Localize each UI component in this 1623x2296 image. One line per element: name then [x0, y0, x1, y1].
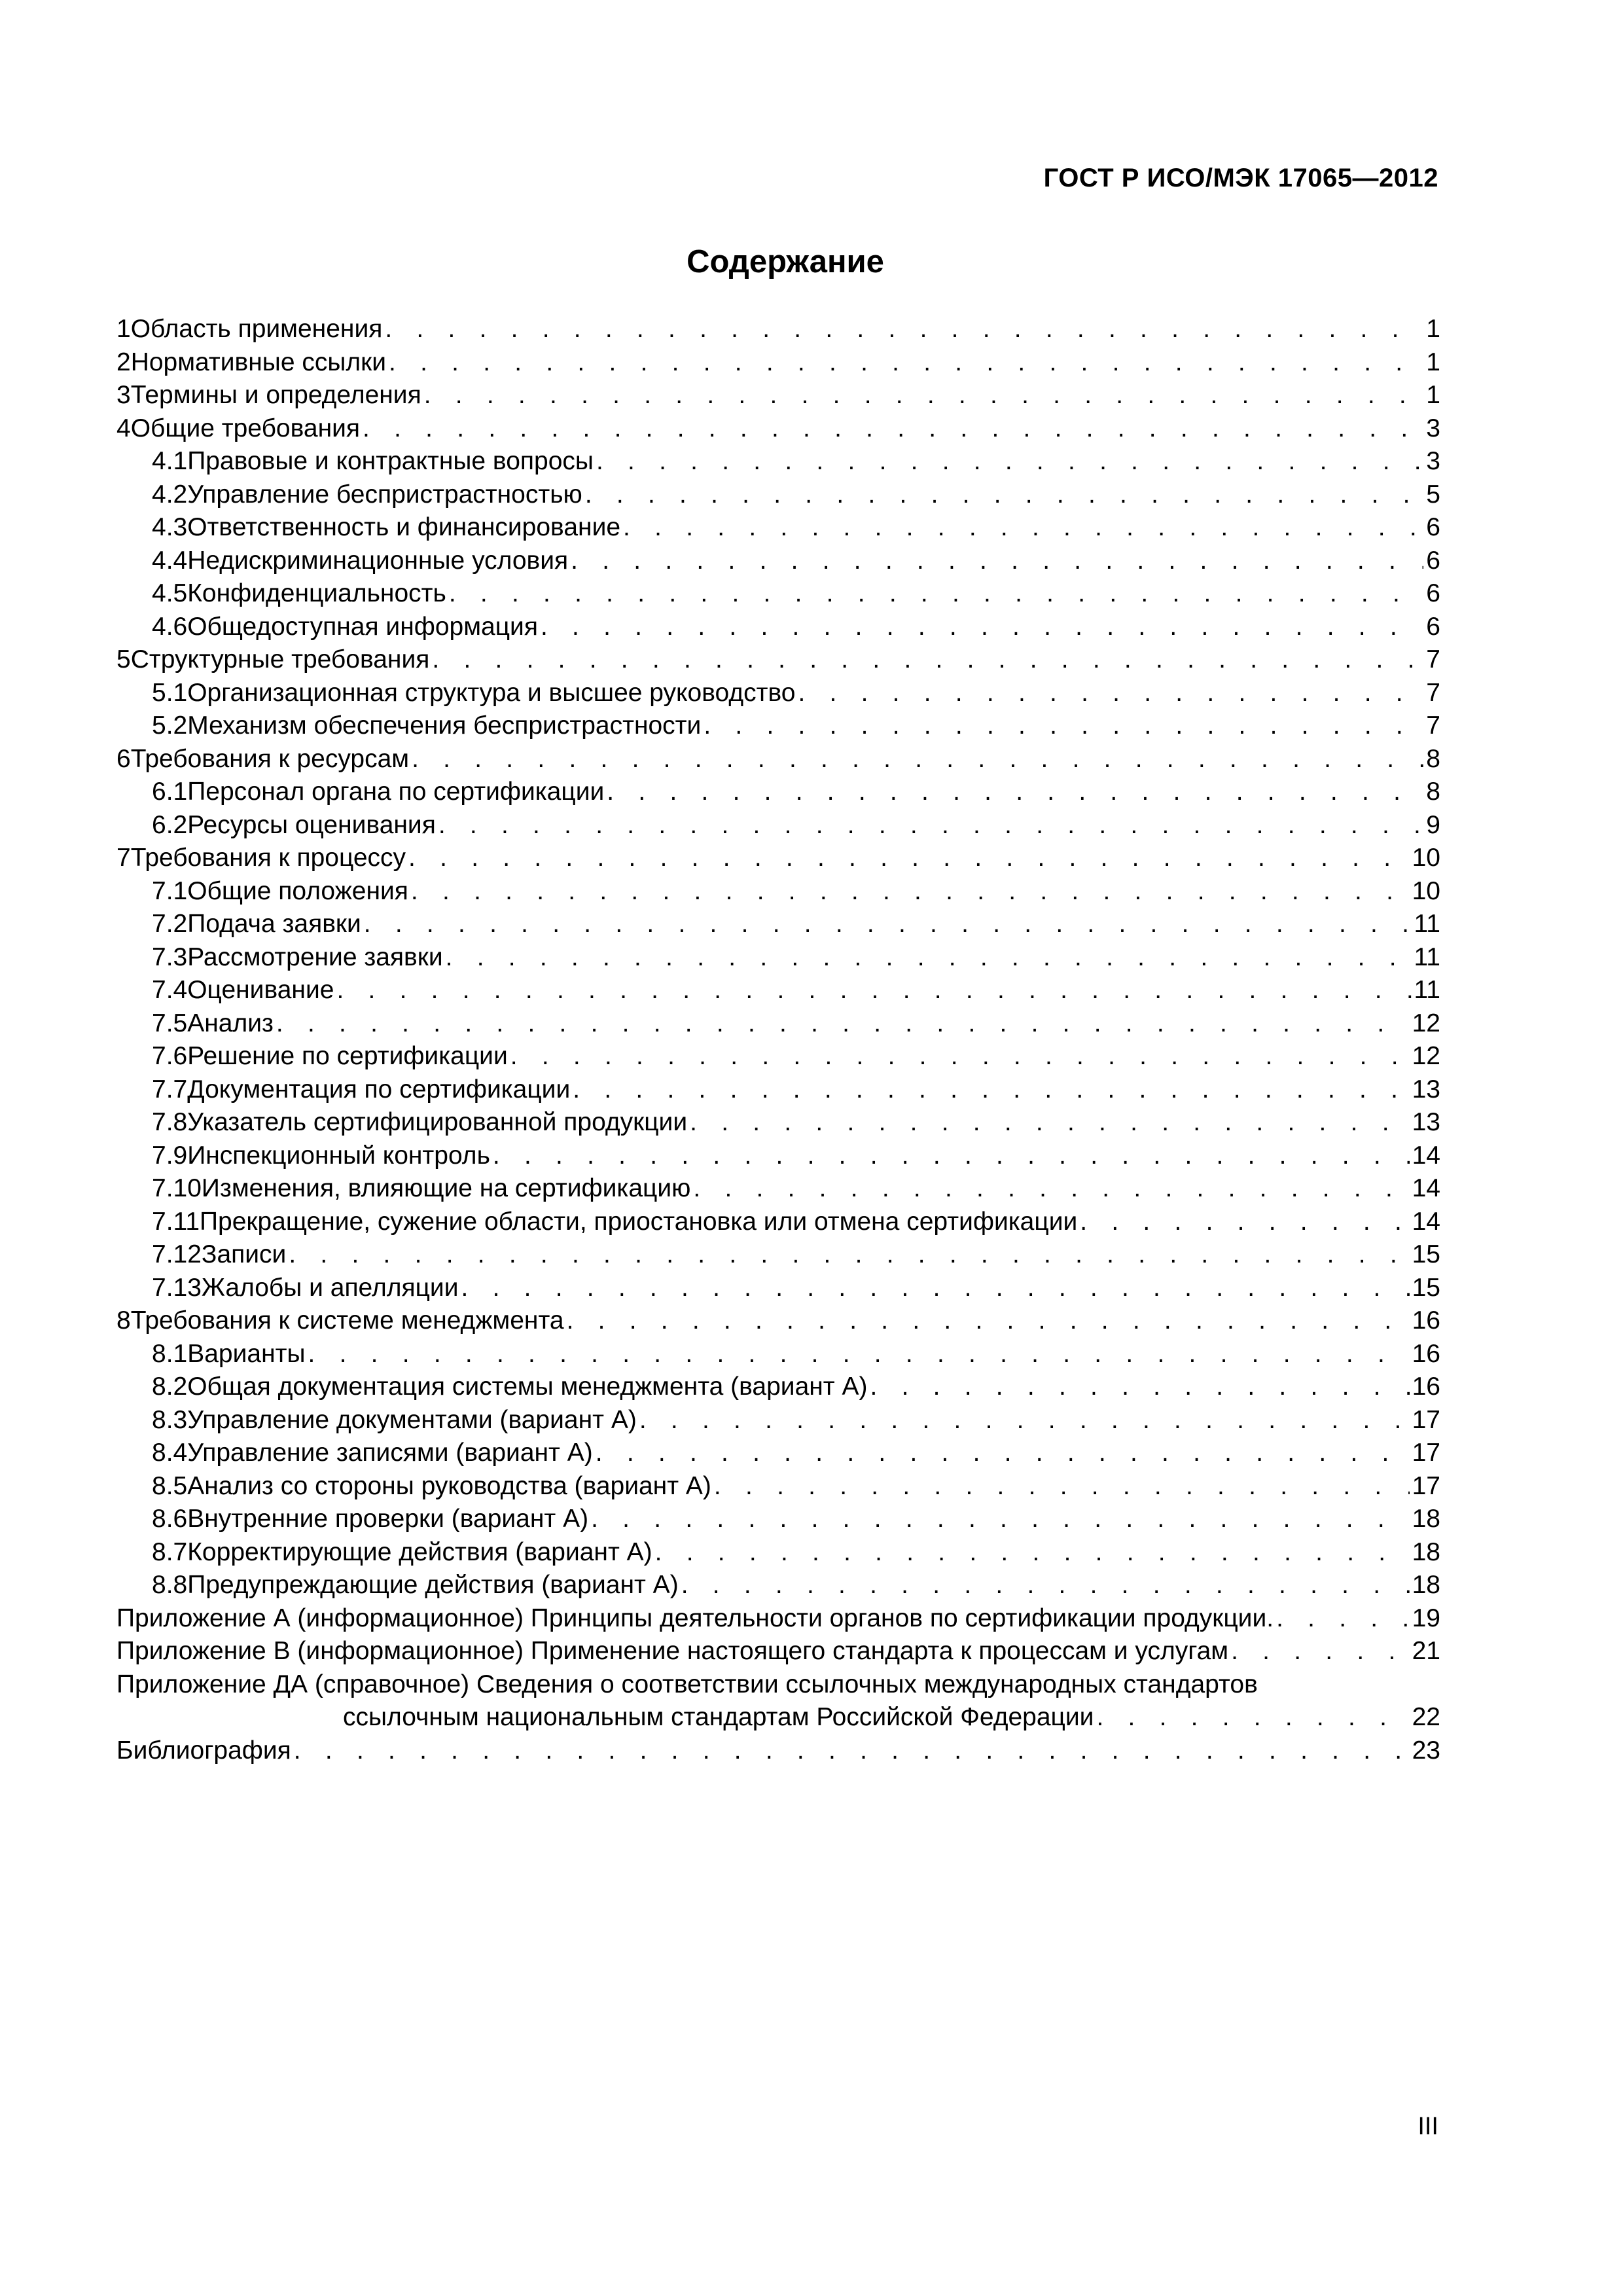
toc-entry-number: 7.7: [152, 1075, 188, 1103]
toc-entry-page: 23: [1412, 1736, 1440, 1765]
toc-entry-page: 16: [1412, 1339, 1440, 1368]
toc-entry-label: Внутренние проверки (вариант А): [187, 1505, 589, 1533]
toc-entry-label: Документация по сертификации: [187, 1075, 571, 1103]
toc-entry-page: 17: [1412, 1471, 1440, 1500]
dot-leader: [412, 743, 1423, 776]
dot-leader: [573, 1073, 1409, 1107]
toc-entry-label: Правовые и контрактные вопросы: [187, 447, 594, 475]
toc-entry[interactable]: [116, 1668, 1440, 1702]
toc-entry[interactable]: [116, 1304, 1440, 1338]
toc-entry-label: Приложение В (информационное) Применение настоящего стандарта к процессам и услугам: [116, 1637, 1229, 1665]
toc-entry[interactable]: [116, 776, 1440, 809]
toc-entry-label: Варианты: [187, 1339, 306, 1368]
toc-entry[interactable]: [116, 842, 1440, 875]
dot-leader: [596, 445, 1423, 478]
toc-entry[interactable]: [116, 1040, 1440, 1073]
toc-entry-label: Конфиденциальность: [187, 579, 446, 607]
toc-entry-page: 14: [1412, 1207, 1440, 1236]
toc-entry-label: Анализ со стороны руководства (вариант А): [187, 1471, 711, 1500]
toc-entry-label: Приложение ДА (справочное) Сведения о соответствии ссылочных международных стандартов: [116, 1670, 1258, 1698]
toc-entry[interactable]: [116, 545, 1440, 578]
toc-entry-page: 21: [1412, 1637, 1440, 1665]
toc-entry[interactable]: [116, 611, 1440, 644]
toc-entry-number: 5.2: [152, 711, 188, 740]
table-of-contents: [116, 313, 1440, 1767]
toc-entry-page: 17: [1412, 1405, 1440, 1434]
dot-leader: [289, 1238, 1409, 1272]
standard-designation: ГОСТ Р ИСО/МЭК 17065—2012: [1043, 164, 1438, 192]
dot-leader: [424, 379, 1424, 412]
toc-entry-page: 19: [1412, 1604, 1440, 1632]
toc-entry[interactable]: [116, 1238, 1440, 1272]
toc-entry-number: 1: [116, 315, 131, 343]
toc-entry-page: 7: [1426, 678, 1440, 707]
toc-entry-page: 8: [1426, 778, 1440, 806]
dot-leader: [461, 1272, 1410, 1305]
toc-entry-label: Общие положения: [187, 876, 408, 905]
dot-leader: [389, 346, 1423, 380]
dot-leader: [438, 809, 1423, 842]
toc-entry[interactable]: [116, 1437, 1440, 1470]
toc-entry-number: 6: [116, 744, 131, 773]
toc-entry-number: 7.12: [152, 1240, 202, 1268]
toc-entry-number: 4.5: [152, 579, 188, 607]
dot-leader: [571, 545, 1423, 578]
toc-entry-number: 7.3: [152, 942, 188, 971]
toc-entry-page: 3: [1426, 414, 1440, 442]
toc-entry-page: 1: [1426, 348, 1440, 376]
toc-entry-label: Ответственность и финансирование: [187, 513, 621, 541]
toc-entry-number: 7.9: [152, 1141, 188, 1170]
toc-entry-page: 12: [1412, 1009, 1440, 1037]
toc-entry-label: Указатель сертифицированной продукции: [187, 1108, 688, 1136]
dot-leader: [408, 842, 1410, 875]
toc-entry[interactable]: [116, 677, 1440, 710]
toc-entry[interactable]: [116, 445, 1440, 478]
dot-leader: [567, 1304, 1410, 1338]
toc-entry[interactable]: [116, 643, 1440, 677]
toc-entry-label: Оценивание: [187, 976, 334, 1004]
toc-entry-label: Записи: [201, 1240, 287, 1268]
toc-entry-number: 7.2: [152, 910, 188, 938]
dot-leader: [449, 577, 1423, 611]
toc-entry-page: 7: [1426, 645, 1440, 673]
toc-entry-page: 17: [1412, 1439, 1440, 1467]
toc-entry-label: Область применения: [130, 315, 383, 343]
toc-entry-number: 8.6: [152, 1505, 188, 1533]
toc-entry-page: 13: [1412, 1108, 1440, 1136]
dot-leader: [411, 875, 1410, 908]
toc-entry-label: Общая документация системы менеджмента (вариант А): [187, 1372, 868, 1401]
dot-leader: [596, 1437, 1410, 1470]
toc-entry-page: 11: [1414, 910, 1440, 938]
toc-entry-page: 15: [1412, 1273, 1440, 1302]
toc-entry-page: 13: [1412, 1075, 1440, 1103]
toc-entry-page: 6: [1426, 513, 1440, 541]
toc-entry-number: 4.4: [152, 546, 188, 575]
dot-leader: [363, 412, 1423, 446]
toc-entry-number: 8.2: [152, 1372, 188, 1401]
dot-leader: [591, 1503, 1410, 1536]
toc-entry-page: 8: [1426, 744, 1440, 773]
toc-entry[interactable]: [116, 1536, 1440, 1570]
toc-entry[interactable]: [116, 346, 1440, 380]
toc-entry[interactable]: [116, 1371, 1440, 1404]
toc-entry-page: 1: [1426, 315, 1440, 343]
toc-entry[interactable]: [116, 1503, 1440, 1536]
dot-leader: [870, 1371, 1410, 1404]
dot-leader: [541, 611, 1423, 644]
toc-entry-page: 10: [1412, 876, 1440, 905]
toc-entry[interactable]: [116, 941, 1440, 975]
toc-entry-label: Решение по сертификации: [187, 1042, 508, 1070]
dot-leader: [623, 511, 1423, 545]
toc-entry-label: Корректирующие действия (вариант А): [187, 1537, 652, 1566]
toc-entry[interactable]: [116, 1073, 1440, 1107]
toc-entry-page: 6: [1426, 612, 1440, 641]
toc-entry-label: Подача заявки: [187, 910, 361, 938]
toc-entry-page: 16: [1412, 1372, 1440, 1401]
toc-entry-label: Персонал органа по сертификации: [187, 778, 605, 806]
toc-entry-page: 11: [1414, 942, 1440, 971]
toc-entry-label: Инспекционный контроль: [187, 1141, 490, 1170]
toc-entry-page: 6: [1426, 579, 1440, 607]
toc-entry-label: Анализ: [187, 1009, 274, 1037]
toc-entry-number: 3: [116, 381, 131, 409]
toc-entry-page: 14: [1412, 1174, 1440, 1202]
toc-entry-page: 7: [1426, 711, 1440, 740]
toc-entry-number: 8.1: [152, 1339, 188, 1368]
dot-leader: [690, 1106, 1409, 1139]
toc-entry-label: Нормативные ссылки: [130, 348, 386, 376]
toc-entry-number: 2: [116, 348, 131, 376]
toc-entry-number: 4.1: [152, 447, 188, 475]
toc-entry[interactable]: [116, 1206, 1440, 1239]
toc-entry[interactable]: [116, 1701, 1440, 1734]
toc-entry[interactable]: [116, 1007, 1440, 1041]
toc-entry[interactable]: [116, 1404, 1440, 1437]
dot-leader: [681, 1569, 1410, 1602]
toc-entry-number: 4.6: [152, 612, 188, 641]
toc-entry[interactable]: [116, 875, 1440, 908]
toc-entry-number: 6.1: [152, 778, 188, 806]
toc-entry-page: 3: [1426, 447, 1440, 475]
toc-entry[interactable]: [116, 1338, 1440, 1371]
toc-entry[interactable]: [116, 908, 1440, 941]
page-title: Содержание: [687, 244, 884, 279]
dot-leader: [1096, 1701, 1409, 1734]
toc-entry[interactable]: [116, 412, 1440, 446]
toc-entry[interactable]: [116, 577, 1440, 611]
toc-entry[interactable]: [116, 379, 1440, 412]
toc-entry-label: Управление документами (вариант А): [187, 1405, 637, 1434]
toc-entry-page: 5: [1426, 480, 1440, 509]
toc-entry-number: 8.3: [152, 1405, 188, 1434]
toc-entry[interactable]: [116, 313, 1440, 346]
page-number: III: [1418, 2113, 1438, 2140]
toc-entry-label: Требования к процессу: [130, 844, 406, 872]
toc-entry-page: 18: [1412, 1571, 1440, 1599]
toc-entry-page: 1: [1426, 381, 1440, 409]
toc-entry-page: 22: [1412, 1703, 1440, 1731]
toc-entry-label: Управление беспристрастностью: [187, 480, 582, 509]
toc-entry-page: 16: [1412, 1306, 1440, 1335]
toc-entry[interactable]: [116, 1470, 1440, 1503]
toc-entry-number: 8: [116, 1306, 131, 1335]
toc-entry[interactable]: [116, 1569, 1440, 1602]
toc-entry-label: Жалобы и апелляции: [201, 1273, 459, 1302]
toc-entry-number: 7.11: [152, 1207, 200, 1236]
toc-entry[interactable]: [116, 1139, 1440, 1173]
toc-entry-label: Предупреждающие действия (вариант А): [187, 1571, 679, 1599]
toc-entry-number: 8.8: [152, 1571, 188, 1599]
toc-entry-number: 7: [116, 844, 131, 872]
toc-entry[interactable]: [116, 1272, 1440, 1305]
dot-leader: [385, 313, 1423, 346]
toc-entry-page: 14: [1412, 1141, 1440, 1170]
toc-entry[interactable]: [116, 511, 1440, 545]
dot-leader: [607, 776, 1423, 809]
toc-entry-number: 7.8: [152, 1108, 188, 1136]
toc-entry-number: 5: [116, 645, 131, 673]
dot-leader: [446, 941, 1412, 975]
dot-leader: [714, 1470, 1410, 1503]
dot-leader: [294, 1734, 1410, 1768]
toc-entry-label: Требования к ресурсам: [130, 744, 410, 773]
dot-leader: [655, 1536, 1410, 1570]
toc-entry-number: 5.1: [152, 678, 188, 707]
toc-entry-number: 8.5: [152, 1471, 188, 1500]
toc-entry-number: 7.13: [152, 1273, 202, 1302]
toc-entry-number: 4.2: [152, 480, 188, 509]
toc-entry-page: 11: [1414, 976, 1440, 1004]
toc-entry-label: Общедоступная информация: [187, 612, 538, 641]
toc-entry-number: 4.3: [152, 513, 188, 541]
dot-leader: [510, 1040, 1410, 1073]
dot-leader: [693, 1172, 1409, 1206]
toc-entry-label: Рассмотрение заявки: [187, 942, 443, 971]
toc-entry-number: 7.1: [152, 876, 188, 905]
toc-entry-page: 10: [1412, 844, 1440, 872]
toc-entry-label: Библиография: [116, 1736, 291, 1765]
toc-entry-label: Прекращение, сужение области, приостановка или отмена сертификации: [200, 1207, 1078, 1236]
toc-entry[interactable]: [116, 1734, 1440, 1768]
toc-entry-label: Приложение А (информационное) Принципы деятельности органов по сертификации продукции.: [116, 1604, 1274, 1632]
toc-entry[interactable]: [116, 1172, 1440, 1206]
toc-entry[interactable]: [116, 743, 1440, 776]
toc-entry-label: Термины и определения: [130, 381, 421, 409]
toc-entry[interactable]: [116, 974, 1440, 1007]
dot-leader: [336, 974, 1411, 1007]
toc-entry-label: Недискриминационные условия: [187, 546, 569, 575]
toc-entry-number: 6.2: [152, 810, 188, 839]
toc-entry-label: Требования к системе менеджмента: [130, 1306, 564, 1335]
toc-entry-number: 7.6: [152, 1042, 188, 1070]
toc-entry[interactable]: [116, 1635, 1440, 1668]
toc-entry-label: Организационная структура и высшее руководство: [187, 678, 796, 707]
toc-entry-number: 8.7: [152, 1537, 188, 1566]
toc-entry[interactable]: [116, 1602, 1440, 1636]
dot-leader: [493, 1139, 1410, 1173]
dot-leader: [432, 643, 1423, 677]
dot-leader: [364, 908, 1412, 941]
dot-leader: [639, 1404, 1410, 1437]
dot-leader: [798, 677, 1423, 710]
toc-entry[interactable]: [116, 709, 1440, 743]
toc-entry-page: 6: [1426, 546, 1440, 575]
toc-entry[interactable]: [116, 478, 1440, 512]
toc-entry-label: Ресурсы оценивания: [187, 810, 436, 839]
toc-entry-page: 18: [1412, 1537, 1440, 1566]
toc-entry-page: 12: [1412, 1042, 1440, 1070]
toc-entry-number: 8.4: [152, 1439, 188, 1467]
toc-entry[interactable]: [116, 809, 1440, 842]
dot-leader: [308, 1338, 1410, 1371]
toc-entry-number: 4: [116, 414, 131, 442]
toc-entry-page: 9: [1426, 810, 1440, 839]
dot-leader: [1231, 1635, 1410, 1668]
toc-entry-number: 7.10: [152, 1174, 202, 1202]
dot-leader: [585, 478, 1423, 512]
toc-entry-page: 15: [1412, 1240, 1440, 1268]
dot-leader: [1276, 1602, 1410, 1636]
dot-leader: [704, 709, 1423, 743]
dot-leader: [1080, 1206, 1409, 1239]
toc-entry-number: 7.4: [152, 976, 188, 1004]
toc-entry-label: Изменения, влияющие на сертификацию: [201, 1174, 691, 1202]
toc-entry-label: Механизм обеспечения беспристрастности: [187, 711, 702, 740]
toc-entry-label: ссылочным национальным стандартам Российской Федерации: [343, 1703, 1094, 1731]
toc-entry-number: 7.5: [152, 1009, 188, 1037]
toc-entry-label: Управление записями (вариант А): [187, 1439, 593, 1467]
toc-entry-label: Общие требования: [130, 414, 361, 442]
toc-entry-label: Структурные требования: [130, 645, 430, 673]
toc-entry[interactable]: [116, 1106, 1440, 1139]
dot-leader: [276, 1007, 1410, 1041]
toc-entry-page: 18: [1412, 1505, 1440, 1533]
